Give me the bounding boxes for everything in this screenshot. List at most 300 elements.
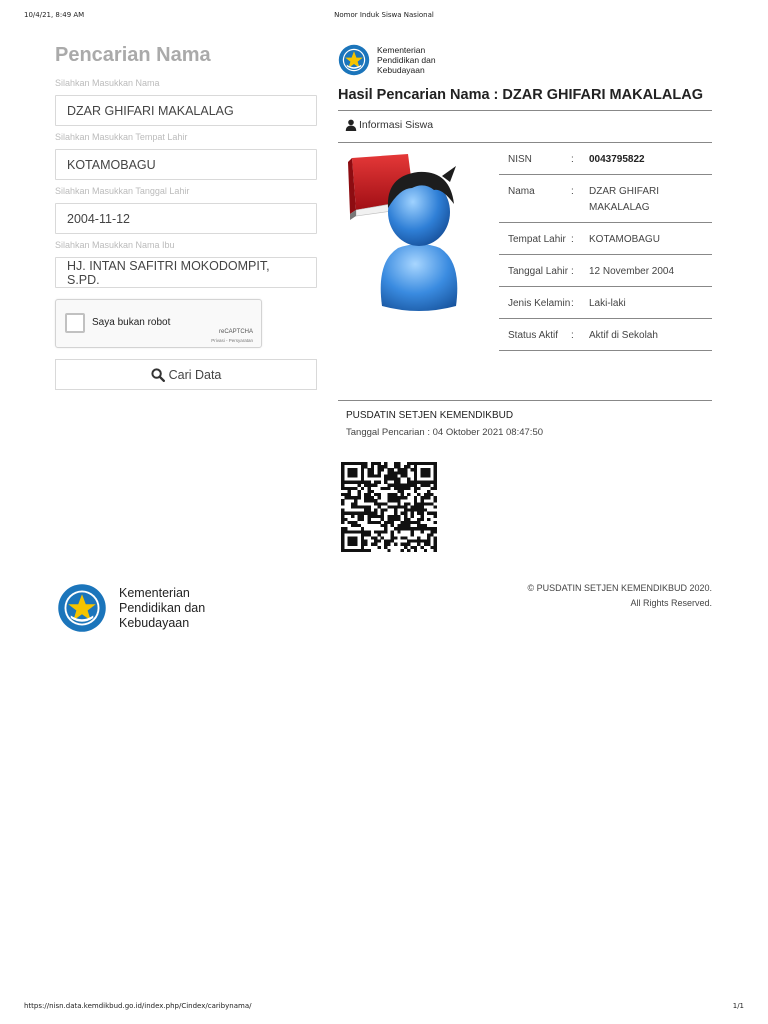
qr-module bbox=[407, 518, 410, 521]
qr-module bbox=[394, 536, 397, 539]
qr-module bbox=[414, 509, 417, 512]
qr-module bbox=[427, 502, 430, 505]
qr-module bbox=[358, 505, 361, 508]
qr-module bbox=[387, 484, 390, 487]
qr-module bbox=[420, 524, 423, 527]
qr-module bbox=[341, 521, 344, 524]
qr-module bbox=[344, 518, 347, 521]
qr-module bbox=[397, 530, 400, 533]
qr-module bbox=[414, 496, 417, 499]
qr-module bbox=[367, 518, 370, 521]
qr-module bbox=[367, 512, 370, 515]
print-datetime: 10/4/21, 8:49 AM bbox=[24, 11, 85, 19]
qr-module bbox=[341, 549, 344, 552]
qr-module bbox=[348, 462, 351, 465]
table-row bbox=[499, 255, 712, 287]
qr-module bbox=[434, 521, 437, 524]
qr-module bbox=[344, 481, 347, 484]
qr-module bbox=[341, 468, 344, 471]
qr-module bbox=[361, 471, 364, 474]
qr-module bbox=[361, 543, 364, 546]
qr-module bbox=[434, 536, 437, 539]
qr-module bbox=[434, 549, 437, 552]
qr-module bbox=[391, 474, 394, 477]
qr-module bbox=[424, 502, 427, 505]
qr-module bbox=[384, 487, 387, 490]
qr-module bbox=[407, 549, 410, 552]
table-row bbox=[499, 143, 712, 175]
info-separator: : bbox=[571, 175, 589, 223]
qr-module bbox=[407, 540, 410, 543]
qr-module bbox=[367, 490, 370, 493]
qr-module bbox=[348, 549, 351, 552]
qr-module bbox=[374, 521, 377, 524]
qr-module bbox=[427, 536, 430, 539]
qr-module bbox=[411, 468, 414, 471]
qr-module bbox=[434, 471, 437, 474]
qr-module bbox=[381, 465, 384, 468]
info-value-birthdate: 12 November 2004 bbox=[589, 255, 712, 287]
qr-module bbox=[364, 462, 367, 465]
qr-module bbox=[358, 530, 361, 533]
qr-module bbox=[377, 465, 380, 468]
qr-module bbox=[341, 540, 344, 543]
qr-module bbox=[417, 540, 420, 543]
qr-module bbox=[391, 521, 394, 524]
qr-module bbox=[341, 512, 344, 515]
qr-module bbox=[387, 487, 390, 490]
qr-module bbox=[401, 471, 404, 474]
qr-module bbox=[407, 481, 410, 484]
search-button[interactable] bbox=[55, 359, 317, 390]
qr-module bbox=[377, 515, 380, 518]
info-key: NISN bbox=[499, 143, 571, 175]
qr-module bbox=[394, 515, 397, 518]
birthdate-field-label: Silahkan Masukkan Tanggal Lahir bbox=[55, 186, 190, 196]
qr-module bbox=[417, 543, 420, 546]
qr-module bbox=[341, 462, 344, 465]
qr-module bbox=[361, 515, 364, 518]
tab-student-info-label: Informasi Siswa bbox=[359, 119, 434, 131]
qr-module bbox=[348, 521, 351, 524]
qr-module bbox=[381, 524, 384, 527]
qr-module bbox=[351, 505, 354, 508]
qr-module bbox=[371, 512, 374, 515]
info-value-nisn: 0043795822 bbox=[589, 143, 712, 175]
ministry-name-line3: Kebudayaan bbox=[377, 65, 425, 75]
qr-module bbox=[358, 496, 361, 499]
qr-module bbox=[384, 530, 387, 533]
qr-module bbox=[420, 515, 423, 518]
qr-module bbox=[351, 474, 354, 477]
recaptcha-checkbox[interactable] bbox=[65, 313, 85, 333]
qr-module bbox=[384, 465, 387, 468]
qr-module bbox=[341, 493, 344, 496]
print-url: https://nisn.data.kemdikbud.go.id/index.php/Cindex/caribynama/ bbox=[24, 1002, 252, 1010]
qr-module bbox=[354, 462, 357, 465]
qr-module bbox=[394, 527, 397, 530]
divider bbox=[338, 400, 712, 401]
info-key: Status Aktif bbox=[499, 319, 571, 351]
qr-module bbox=[351, 462, 354, 465]
qr-module bbox=[371, 521, 374, 524]
qr-module bbox=[374, 499, 377, 502]
ministry-logo-large bbox=[57, 583, 205, 633]
qr-module bbox=[407, 487, 410, 490]
qr-module bbox=[420, 499, 423, 502]
qr-module bbox=[364, 484, 367, 487]
qr-module bbox=[371, 515, 374, 518]
user-icon bbox=[345, 119, 357, 131]
info-value-gender: Laki-laki bbox=[589, 287, 712, 319]
qr-module bbox=[397, 465, 400, 468]
qr-module bbox=[417, 536, 420, 539]
qr-module bbox=[394, 499, 397, 502]
qr-module bbox=[374, 515, 377, 518]
qr-module bbox=[417, 487, 420, 490]
qr-module bbox=[341, 471, 344, 474]
qr-module bbox=[430, 546, 433, 549]
qr-module bbox=[424, 509, 427, 512]
qr-module bbox=[414, 465, 417, 468]
table-row bbox=[499, 319, 712, 351]
qr-module bbox=[417, 527, 420, 530]
qr-module bbox=[374, 540, 377, 543]
birthdate-field[interactable]: 2004-11-12 bbox=[55, 203, 317, 234]
qr-module bbox=[397, 490, 400, 493]
qr-module bbox=[351, 468, 354, 471]
birthplace-field[interactable]: KOTAMOBAGU bbox=[55, 149, 317, 180]
qr-module bbox=[397, 484, 400, 487]
qr-module bbox=[420, 468, 423, 471]
qr-module bbox=[387, 549, 390, 552]
qr-module bbox=[401, 493, 404, 496]
qr-module bbox=[414, 487, 417, 490]
qr-module bbox=[430, 530, 433, 533]
qr-module bbox=[394, 518, 397, 521]
qr-module bbox=[384, 478, 387, 481]
qr-module bbox=[367, 530, 370, 533]
qr-module bbox=[351, 496, 354, 499]
qr-module bbox=[414, 484, 417, 487]
qr-module bbox=[387, 499, 390, 502]
qr-module bbox=[351, 543, 354, 546]
qr-module bbox=[361, 487, 364, 490]
qr-module bbox=[414, 527, 417, 530]
qr-module bbox=[387, 496, 390, 499]
ministry-emblem-icon bbox=[57, 583, 107, 633]
qr-module bbox=[404, 543, 407, 546]
qr-module bbox=[351, 540, 354, 543]
qr-module bbox=[407, 543, 410, 546]
qr-module bbox=[384, 481, 387, 484]
qr-module bbox=[367, 493, 370, 496]
qr-module bbox=[367, 471, 370, 474]
qr-module bbox=[404, 496, 407, 499]
qr-module bbox=[424, 527, 427, 530]
qr-module bbox=[397, 468, 400, 471]
qr-module bbox=[367, 505, 370, 508]
qr-module bbox=[420, 512, 423, 515]
qr-module bbox=[411, 505, 414, 508]
qr-module bbox=[367, 549, 370, 552]
qr-module bbox=[427, 512, 430, 515]
qr-module bbox=[430, 512, 433, 515]
recaptcha-label: Saya bukan robot bbox=[92, 317, 171, 328]
qr-module bbox=[341, 543, 344, 546]
qr-module bbox=[377, 474, 380, 477]
qr-module bbox=[394, 484, 397, 487]
qr-module bbox=[427, 543, 430, 546]
qr-module bbox=[404, 527, 407, 530]
qr-module bbox=[371, 543, 374, 546]
qr-module bbox=[397, 462, 400, 465]
ministry-logo-small bbox=[338, 44, 436, 76]
mother-name-field[interactable]: HJ. INTAN SAFITRI MOKODOMPIT, S.PD. bbox=[55, 257, 317, 288]
qr-module bbox=[354, 481, 357, 484]
qr-module bbox=[427, 471, 430, 474]
qr-module bbox=[387, 474, 390, 477]
qr-module bbox=[387, 505, 390, 508]
qr-module bbox=[348, 540, 351, 543]
qr-module bbox=[384, 462, 387, 465]
qr-module bbox=[341, 509, 344, 512]
qr-module bbox=[381, 487, 384, 490]
table-row bbox=[499, 175, 712, 223]
qr-module bbox=[404, 474, 407, 477]
qr-module bbox=[377, 540, 380, 543]
qr-module bbox=[401, 487, 404, 490]
qr-module bbox=[377, 530, 380, 533]
qr-module bbox=[394, 509, 397, 512]
qr-module bbox=[414, 471, 417, 474]
qr-module bbox=[354, 536, 357, 539]
qr-module bbox=[364, 533, 367, 536]
recaptcha-brand: reCAPTCHA bbox=[218, 329, 253, 335]
qr-module bbox=[364, 481, 367, 484]
qr-module bbox=[401, 521, 404, 524]
qr-module bbox=[364, 493, 367, 496]
ministry-emblem-icon bbox=[338, 44, 370, 76]
qr-module bbox=[387, 515, 390, 518]
recaptcha-terms-link[interactable]: Privasi - Persyaratan bbox=[211, 338, 253, 343]
info-value-status: Aktif di Sekolah bbox=[589, 319, 712, 351]
qr-module bbox=[361, 481, 364, 484]
qr-module bbox=[381, 502, 384, 505]
qr-module bbox=[381, 515, 384, 518]
qr-module bbox=[430, 502, 433, 505]
qr-module bbox=[358, 512, 361, 515]
qr-module bbox=[377, 502, 380, 505]
qr-module bbox=[384, 509, 387, 512]
mother-name-field-label: Silahkan Masukkan Nama Ibu bbox=[55, 240, 175, 250]
qr-module bbox=[414, 468, 417, 471]
student-avatar-icon bbox=[346, 152, 491, 312]
qr-module bbox=[374, 543, 377, 546]
info-key: Jenis Kelamin bbox=[499, 287, 571, 319]
qr-module bbox=[341, 481, 344, 484]
qr-module bbox=[374, 462, 377, 465]
qr-module bbox=[361, 465, 364, 468]
qr-module bbox=[417, 524, 420, 527]
qr-module bbox=[404, 518, 407, 521]
qr-module bbox=[361, 540, 364, 543]
qr-module bbox=[354, 530, 357, 533]
qr-module bbox=[401, 474, 404, 477]
qr-module bbox=[361, 533, 364, 536]
qr-module bbox=[407, 509, 410, 512]
qr-module bbox=[414, 462, 417, 465]
qr-module bbox=[374, 493, 377, 496]
qr-module bbox=[434, 484, 437, 487]
qr-module bbox=[341, 465, 344, 468]
qr-module bbox=[377, 471, 380, 474]
qr-module bbox=[414, 474, 417, 477]
qr-module bbox=[358, 490, 361, 493]
qr-module bbox=[394, 543, 397, 546]
qr-module bbox=[394, 471, 397, 474]
qr-module bbox=[394, 481, 397, 484]
qr-module bbox=[401, 549, 404, 552]
qr-module bbox=[341, 546, 344, 549]
qr-module bbox=[354, 543, 357, 546]
qr-module bbox=[420, 505, 423, 508]
qr-module bbox=[384, 543, 387, 546]
qr-module bbox=[351, 549, 354, 552]
qr-module bbox=[407, 484, 410, 487]
qr-module bbox=[381, 512, 384, 515]
search-date: Tanggal Pencarian : 04 Oktober 2021 08:47:50 bbox=[346, 427, 544, 438]
qr-module bbox=[348, 496, 351, 499]
qr-module bbox=[361, 549, 364, 552]
qr-module bbox=[367, 474, 370, 477]
qr-module bbox=[354, 499, 357, 502]
qr-module bbox=[341, 530, 344, 533]
qr-module bbox=[391, 518, 394, 521]
qr-module bbox=[354, 474, 357, 477]
qr-module bbox=[427, 527, 430, 530]
qr-module bbox=[341, 536, 344, 539]
ministry-name-line1: Kementerian bbox=[119, 585, 190, 600]
qr-module bbox=[397, 499, 400, 502]
qr-module bbox=[344, 462, 347, 465]
qr-module bbox=[387, 468, 390, 471]
qr-module bbox=[394, 505, 397, 508]
qr-module bbox=[381, 536, 384, 539]
qr-module bbox=[367, 509, 370, 512]
qr-module bbox=[367, 499, 370, 502]
qr-module bbox=[341, 518, 344, 521]
qr-module bbox=[417, 462, 420, 465]
table-row bbox=[499, 223, 712, 255]
qr-module bbox=[358, 481, 361, 484]
search-icon bbox=[151, 368, 165, 382]
tab-student-info[interactable] bbox=[345, 119, 433, 131]
qr-module bbox=[407, 527, 410, 530]
qr-module bbox=[354, 540, 357, 543]
qr-module bbox=[371, 471, 374, 474]
qr-module bbox=[401, 505, 404, 508]
info-key: Tanggal Lahir bbox=[499, 255, 571, 287]
divider bbox=[338, 110, 712, 111]
print-page-title: Nomor Induk Siswa Nasional bbox=[334, 11, 434, 19]
qr-module bbox=[391, 468, 394, 471]
qr-module bbox=[358, 515, 361, 518]
qr-module bbox=[381, 518, 384, 521]
qr-module bbox=[404, 465, 407, 468]
qr-module bbox=[414, 502, 417, 505]
qr-module bbox=[348, 512, 351, 515]
qr-module bbox=[364, 496, 367, 499]
qr-module bbox=[351, 515, 354, 518]
qr-module bbox=[377, 468, 380, 471]
qr-module bbox=[427, 493, 430, 496]
qr-module bbox=[348, 490, 351, 493]
qr-module bbox=[407, 521, 410, 524]
qr-module bbox=[427, 490, 430, 493]
qr-module bbox=[344, 487, 347, 490]
qr-module bbox=[417, 509, 420, 512]
qr-module bbox=[348, 543, 351, 546]
qr-module bbox=[420, 509, 423, 512]
qr-module bbox=[411, 462, 414, 465]
qr-module bbox=[430, 493, 433, 496]
qr-module bbox=[367, 521, 370, 524]
qr-module bbox=[381, 468, 384, 471]
qr-module bbox=[348, 530, 351, 533]
name-field[interactable]: DZAR GHIFARI MAKALALAG bbox=[55, 95, 317, 126]
student-info-table bbox=[499, 143, 712, 351]
qr-module bbox=[420, 530, 423, 533]
qr-module bbox=[354, 512, 357, 515]
qr-module bbox=[401, 543, 404, 546]
qr-module bbox=[414, 499, 417, 502]
qr-module bbox=[384, 502, 387, 505]
qr-module bbox=[364, 499, 367, 502]
qr-module bbox=[407, 478, 410, 481]
qr-module bbox=[434, 481, 437, 484]
qr-module bbox=[391, 471, 394, 474]
qr-module bbox=[414, 521, 417, 524]
qr-module bbox=[344, 549, 347, 552]
qr-module bbox=[424, 484, 427, 487]
qr-module bbox=[344, 512, 347, 515]
qr-module bbox=[387, 521, 390, 524]
search-button-label: Cari Data bbox=[168, 367, 222, 382]
qr-module bbox=[348, 471, 351, 474]
qr-module bbox=[361, 530, 364, 533]
qr-module bbox=[344, 530, 347, 533]
qr-module bbox=[434, 515, 437, 518]
qr-module bbox=[401, 484, 404, 487]
qr-module bbox=[361, 462, 364, 465]
qr-module bbox=[407, 524, 410, 527]
qr-module bbox=[411, 546, 414, 549]
qr-module bbox=[420, 518, 423, 521]
qr-module bbox=[411, 530, 414, 533]
qr-module bbox=[394, 462, 397, 465]
qr-module bbox=[411, 512, 414, 515]
qr-module bbox=[434, 527, 437, 530]
qr-module bbox=[374, 484, 377, 487]
qr-module bbox=[417, 521, 420, 524]
qr-module bbox=[427, 468, 430, 471]
qr-module bbox=[344, 493, 347, 496]
qr-module bbox=[361, 527, 364, 530]
qr-module bbox=[414, 540, 417, 543]
qr-module bbox=[361, 468, 364, 471]
qr-module bbox=[387, 540, 390, 543]
